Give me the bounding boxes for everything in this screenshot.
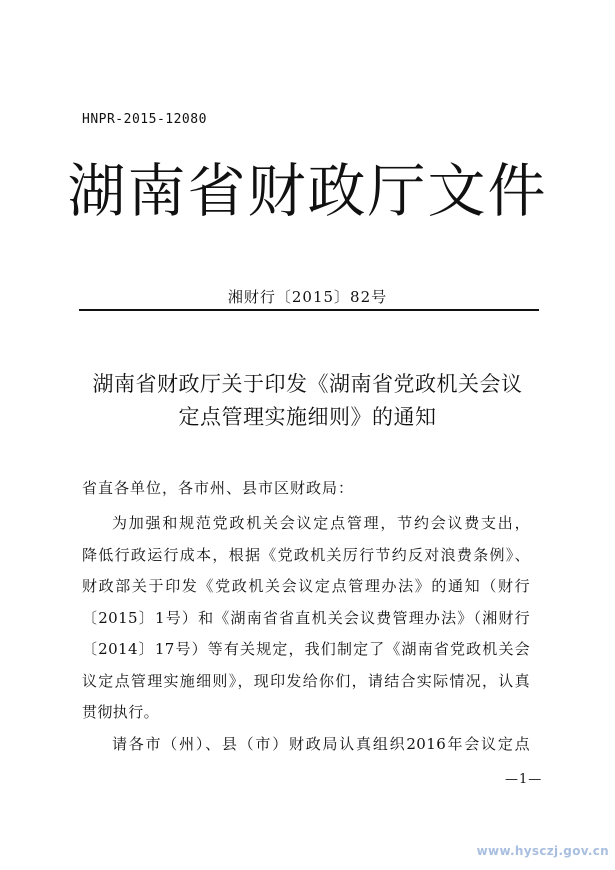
document-title: 湖南省财政厅文件 [67,157,548,225]
paragraph-line: 〔2014〕17号）等有关规定，我们制定了《湖南省党政机关会 [82,640,530,658]
header-divider [79,309,539,311]
salutation: 省直各单位，各市州、县市区财政局： [82,479,355,497]
notice-title-line: 湖南省财政厅关于印发《湖南省党政机关会议 [92,372,523,396]
body-text [82,508,530,760]
document-code: HNPR-2015-12080 [82,112,207,127]
paragraph-line: 降低行政运行成本，根据《党政机关厉行节约反对浪费条例》、 [82,545,530,564]
website-watermark: www.hysczj.gov.cn [476,844,609,858]
notice-title-line: 定点管理实施细则》的通知 [178,405,437,429]
paragraph-line: 请各市（州）、县（市）财政局认真组织2016年会议定点 [112,734,530,753]
paragraph-line: 议定点管理实施细则》，现印发给你们，请结合实际情况，认真 [82,671,530,690]
paragraph-line: 〔2015〕1号）和《湖南省省直机关会议费管理办法》（湘财行 [82,608,530,627]
notice-title [60,368,555,434]
paragraph-line: 财政部关于印发《党政机关会议定点管理办法》的通知（财行 [82,577,530,595]
paragraph-line: 贯彻执行。 [82,703,160,721]
document-number: 湘财行〔2015〕82号 [227,288,388,306]
page-number: —1— [505,772,543,787]
paragraph-line: 为加强和规范党政机关会议定点管理，节约会议费支出， [112,514,530,532]
